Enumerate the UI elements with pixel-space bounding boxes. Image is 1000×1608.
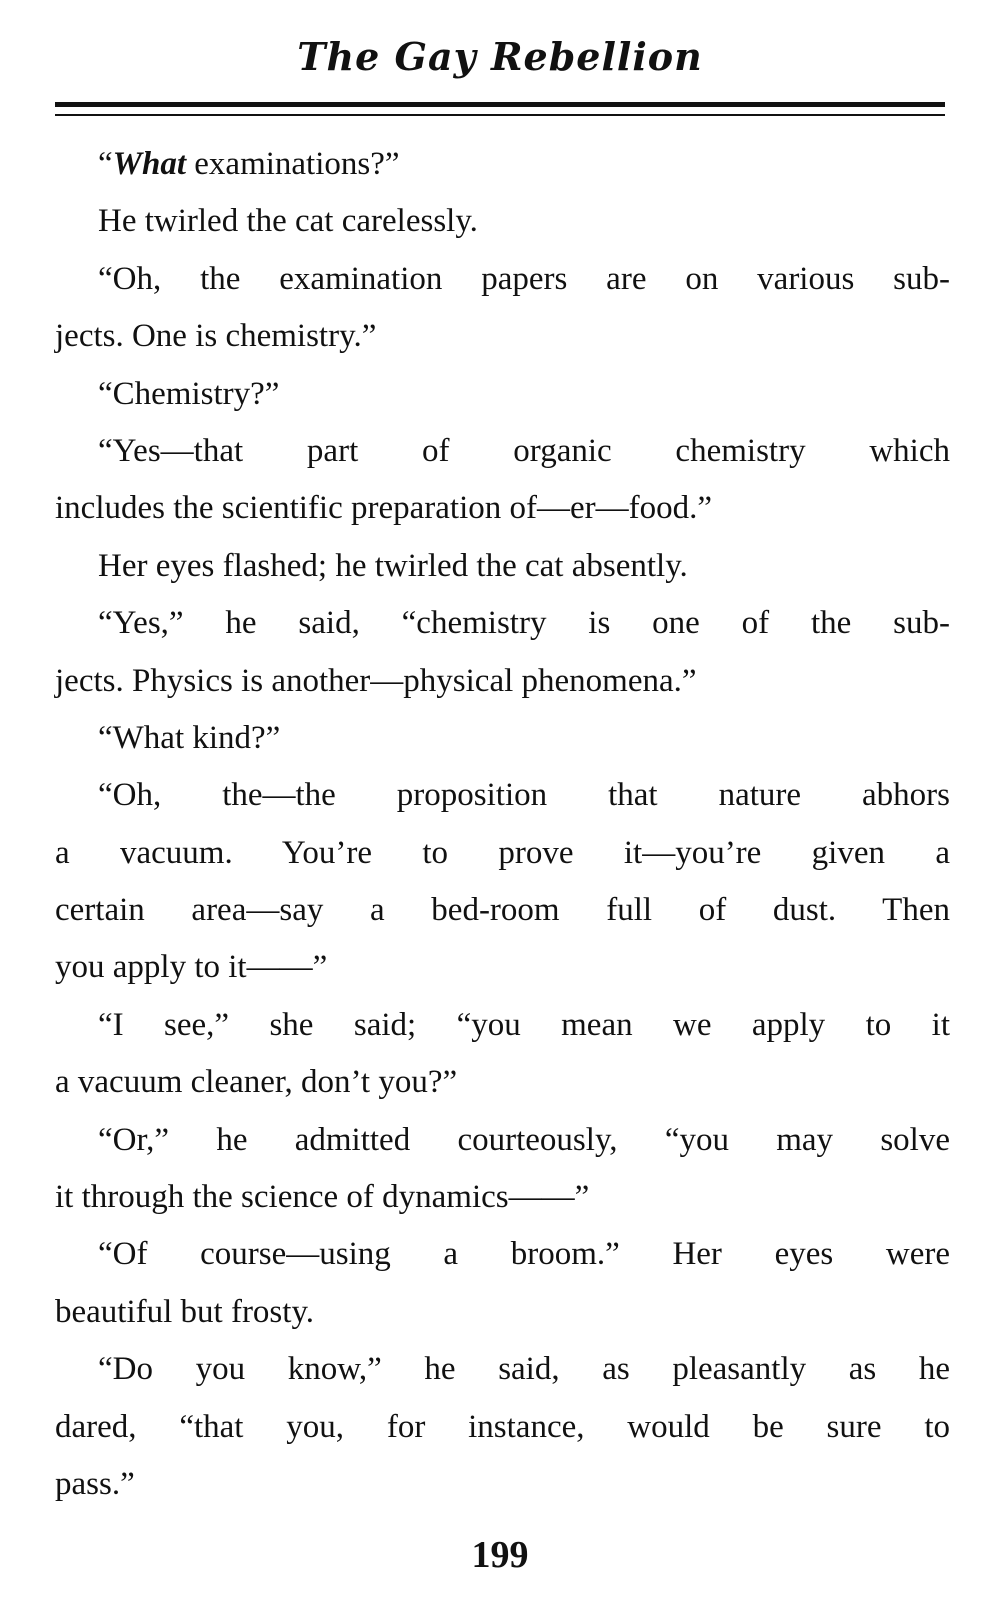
text-line: “Do you know,” he said, as pleasantly as he [98, 1351, 950, 1388]
paragraph [55, 1226, 950, 1341]
text-line [55, 136, 950, 193]
text-line: “Oh, the examination papers are on various sub- [98, 260, 950, 297]
text-line: “What kind?” [98, 719, 281, 756]
paragraph [55, 423, 950, 538]
text-line: “Of course—using a broom.” Her eyes were [98, 1236, 950, 1273]
text-line: He twirled the cat carelessly. [98, 203, 478, 240]
text-line: a vacuum cleaner, don’t you?” [55, 1064, 458, 1101]
text-line: jects. Physics is another—physical phenomena.” [55, 662, 697, 699]
open-quote: “ [98, 146, 113, 182]
text-line: “Chemistry?” [98, 375, 280, 412]
text-line: certain area—say a bed-room full of dust. Then [55, 892, 950, 929]
header-rule-thin [55, 114, 945, 116]
paragraph [55, 538, 950, 595]
text-line: “Or,” he admitted courteously, “you may solve [98, 1121, 950, 1158]
paragraph [55, 1112, 950, 1227]
text-line: pass.” [55, 1465, 135, 1502]
paragraph [55, 1341, 950, 1513]
line-rest: examinations?” [186, 146, 400, 182]
paragraph [55, 366, 950, 423]
paragraph [55, 997, 950, 1112]
running-head-title: The Gay Rebellion [297, 34, 703, 79]
paragraph [55, 767, 950, 997]
page-number: 199 [471, 1534, 529, 1576]
paragraph [55, 136, 950, 193]
text-line: you apply to it——” [55, 949, 328, 986]
text-line: it through the science of dynamics——” [55, 1179, 590, 1216]
text-line: Her eyes flashed; he twirled the cat absently. [98, 547, 688, 584]
text-line: “Yes—that part of organic chemistry which [98, 432, 950, 469]
text-line: dared, “that you, for instance, would be sure to [55, 1408, 950, 1445]
text-line: “Yes,” he said, “chemistry is one of the sub- [98, 605, 950, 642]
text-line: “I see,” she said; “you mean we apply to it [98, 1006, 950, 1043]
header-rule-thick [55, 102, 945, 107]
text-line: jects. One is chemistry.” [55, 318, 377, 355]
text-line: “Oh, the—the proposition that nature abhors [98, 777, 950, 814]
paragraph [55, 595, 950, 710]
paragraph [55, 193, 950, 250]
text-line: includes the scientific preparation of—er—food.” [55, 490, 713, 527]
text-line: a vacuum. You’re to prove it—you’re given a [55, 834, 950, 871]
text-line: beautiful but frosty. [55, 1293, 315, 1330]
paragraph [55, 710, 950, 767]
body-text [55, 136, 950, 1513]
paragraph [55, 251, 950, 366]
emphasized-word: What [112, 146, 187, 182]
